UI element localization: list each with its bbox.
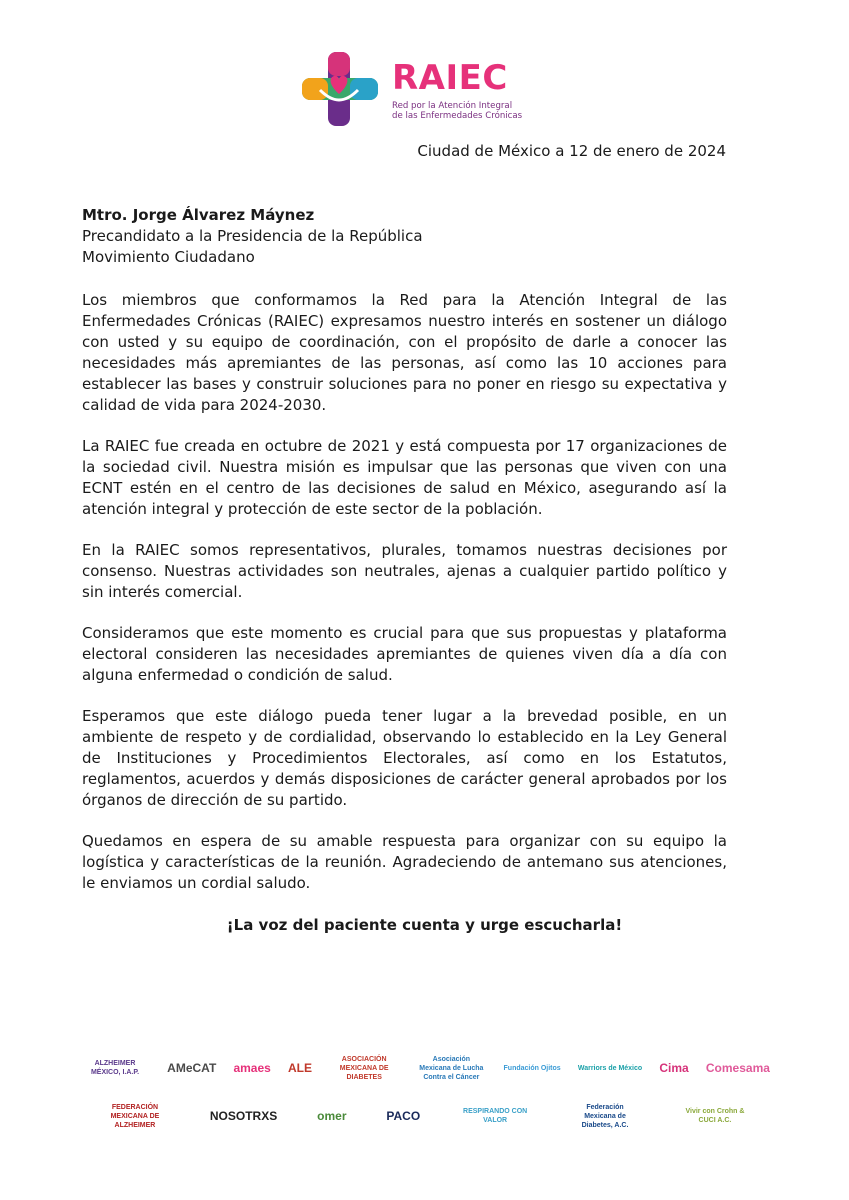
sponsor-logo: PACO (386, 1108, 421, 1123)
logo-title: RAIEC (392, 58, 508, 98)
sponsor-logo: AMeCAT (167, 1060, 217, 1075)
addressee-party: Movimiento Ciudadano (82, 248, 255, 266)
letter-body (82, 290, 727, 914)
sponsor-logo: Vivir con Crohn & CUCI A.C. (685, 1108, 745, 1124)
sponsor-logo: omer (317, 1108, 347, 1123)
sponsor-logo: ALZHEIMER MÉXICO, I.A.P. (90, 1060, 140, 1076)
logo-subtitle-line2: de las Enfermedades Crónicas (392, 111, 523, 121)
sponsor-logo: FEDERACIÓN MEXICANA DE ALZHEIMER (110, 1103, 160, 1129)
logo-subtitle-line1: Red por la Atención Integral (392, 101, 513, 111)
sponsor-logo: Cima (659, 1060, 689, 1075)
body-paragraph: Consideramos que este momento es crucial para que sus propuestas y plataforma electoral consideren las necesidades apremiantes de quienes viven día a día con alguna enfermedad o condición de salud. (82, 624, 727, 684)
sponsor-logo: Fundación Ojitos (503, 1064, 561, 1072)
body-paragraph: Esperamos que este diálogo pueda tener lugar a la brevedad posible, en un ambiente de respeto y de cordialidad, observando lo establecido en la Ley General de Instituciones y Procedimientos Electorales, así como en los Estatutos, reglamentos, acuerdos y demás disposiciones de carácter general aprobados por los órganos de dirección de su partido. (82, 707, 727, 809)
body-paragraph: Los miembros que conformamos la Red para la Atención Integral de las Enfermedades Crónicas (RAIEC) expresamos nuestro interés en sostener un diálogo con usted y su equipo de coordinación, con el propósito de darle a conocer las necesidades más apremiantes de las personas, así como las 10 acciones para establecer las bases y construir soluciones para no poner en riesgo su expectativa y calidad de vida para 2024-2030. (82, 291, 727, 414)
raiec-logo (300, 50, 530, 128)
body-paragraph: En la RAIEC somos representativos, plurales, tomamos nuestras decisiones por consenso. Nuestras actividades son neutrales, ajenas a cualquier partido político y sin interés comercial. (82, 541, 727, 601)
addressee-name: Mtro. Jorge Álvarez Máynez (82, 206, 315, 224)
sponsor-logo: RESPIRANDO CON VALOR (463, 1108, 528, 1124)
sponsor-logo: Warriors de México (577, 1064, 643, 1072)
letter-date: Ciudad de México a 12 de enero de 2024 (417, 142, 726, 160)
addressee-position: Precandidato a la Presidencia de la República (82, 227, 423, 245)
sponsor-logo: Comesama (705, 1060, 770, 1075)
raiec-logo-mark-icon (300, 50, 380, 128)
logo-subtitle (392, 101, 532, 121)
sponsor-row-2 (80, 1096, 770, 1136)
sponsor-logo: NOSOTRXS (209, 1108, 278, 1123)
sponsor-logo: ALE (288, 1060, 312, 1075)
sponsor-logo: amaes (233, 1060, 271, 1075)
body-paragraph: La RAIEC fue creada en octubre de 2021 y está compuesta por 17 organizaciones de la sociedad civil. Nuestra misión es impulsar que las personas que viven con una ECNT estén en el centro de las decisiones de salud en México, asegurando así la atención integral y protección de este sector de la población. (82, 437, 727, 518)
member-organizations (80, 1048, 770, 1144)
sponsor-logo: ASOCIACIÓN MEXICANA DE DIABETES (339, 1055, 389, 1081)
body-paragraph: Quedamos en espera de su amable respuesta para organizar con su equipo la logística y características de la reunión. Agradeciendo de antemano sus atenciones, le enviamos un cordial saludo. (82, 832, 727, 892)
closing-slogan: ¡La voz del paciente cuenta y urge escucharla! (226, 916, 623, 934)
addressee-block (82, 205, 423, 268)
sponsor-logo: Federación Mexicana de Diabetes, A.C. (581, 1103, 629, 1129)
sponsor-row-1 (80, 1048, 770, 1088)
sponsor-logo: Asociación Mexicana de Lucha Contra el Cáncer (419, 1055, 484, 1081)
